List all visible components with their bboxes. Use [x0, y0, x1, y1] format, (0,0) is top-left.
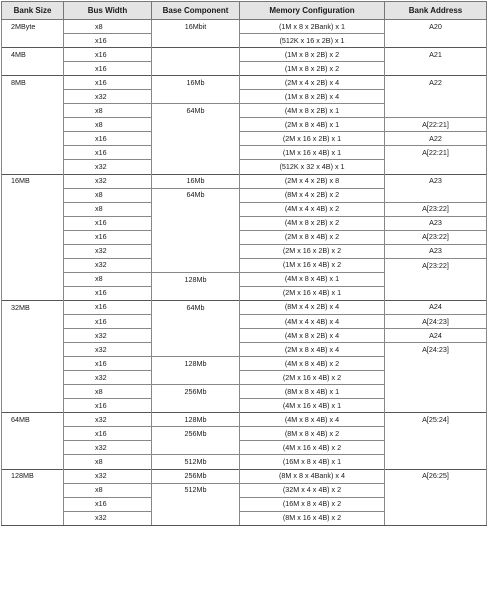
cell-bank-address: A22 — [385, 132, 487, 146]
table-row — [2, 160, 487, 174]
cell-memory-configuration: (16M x 8 x 4B) x 2 — [240, 497, 385, 511]
cell-bank-size — [2, 399, 64, 413]
cell-base-component: 128Mb — [152, 413, 240, 427]
cell-bus-width: x16 — [64, 132, 152, 146]
cell-bank-size — [2, 244, 64, 258]
cell-bank-address: A[24:23] — [385, 314, 487, 328]
table-row — [2, 314, 487, 328]
table-row — [2, 385, 487, 399]
cell-bank-size — [2, 90, 64, 104]
cell-base-component — [152, 314, 240, 328]
cell-memory-configuration: (2M x 16 x 2B) x 2 — [240, 244, 385, 258]
cell-bank-address: A22 — [385, 76, 487, 90]
table-body — [2, 20, 487, 526]
cell-memory-configuration: (1M x 16 x 4B) x 1 — [240, 146, 385, 160]
cell-bank-address — [385, 160, 487, 174]
cell-bank-address — [385, 286, 487, 300]
table-row — [2, 399, 487, 413]
cell-memory-configuration: (8M x 4 x 2B) x 4 — [240, 300, 385, 314]
table-row — [2, 286, 487, 300]
cell-bank-size — [2, 202, 64, 216]
cell-memory-configuration: (2M x 8 x 4B) x 4 — [240, 343, 385, 357]
cell-bank-size — [2, 385, 64, 399]
cell-bus-width: x32 — [64, 371, 152, 385]
cell-bank-address — [385, 104, 487, 118]
cell-bank-size — [2, 118, 64, 132]
cell-bank-size — [2, 230, 64, 244]
cell-base-component — [152, 216, 240, 230]
table-row — [2, 497, 487, 511]
cell-bus-width: x8 — [64, 104, 152, 118]
table-row — [2, 132, 487, 146]
cell-memory-configuration: (1M x 8 x 2B) x 2 — [240, 62, 385, 76]
cell-memory-configuration: (1M x 8 x 2B) x 2 — [240, 48, 385, 62]
table-row — [2, 343, 487, 357]
cell-base-component — [152, 34, 240, 48]
cell-memory-configuration: (8M x 8 x 4Bank) x 4 — [240, 469, 385, 483]
cell-base-component — [152, 160, 240, 174]
cell-bank-address: A[23:22] — [385, 202, 487, 216]
cell-bus-width: x32 — [64, 160, 152, 174]
cell-bank-address: A[23:22] — [385, 230, 487, 244]
cell-bank-size — [2, 286, 64, 300]
cell-base-component: 128Mb — [152, 357, 240, 371]
cell-bank-address — [385, 272, 487, 286]
cell-base-component: 64Mb — [152, 104, 240, 118]
cell-bank-size: 128MB — [2, 469, 64, 483]
cell-bus-width: x8 — [64, 455, 152, 469]
cell-bank-size — [2, 455, 64, 469]
cell-bus-width: x8 — [64, 188, 152, 202]
cell-memory-configuration: (4M x 8 x 4B) x 4 — [240, 413, 385, 427]
cell-bank-size — [2, 357, 64, 371]
cell-memory-configuration: (4M x 8 x 2B) x 4 — [240, 329, 385, 343]
cell-memory-configuration: (2M x 16 x 4B) x 1 — [240, 286, 385, 300]
cell-bank-address — [385, 455, 487, 469]
cell-bank-address — [385, 371, 487, 385]
cell-base-component — [152, 146, 240, 160]
table-row — [2, 469, 487, 483]
cell-bus-width: x8 — [64, 20, 152, 34]
header-base-component: Base Component — [152, 2, 240, 20]
cell-base-component — [152, 62, 240, 76]
cell-bus-width: x32 — [64, 244, 152, 258]
cell-memory-configuration: (2M x 16 x 2B) x 1 — [240, 132, 385, 146]
cell-memory-configuration: (1M x 8 x 2Bank) x 1 — [240, 20, 385, 34]
cell-memory-configuration: (512K x 32 x 4B) x 1 — [240, 160, 385, 174]
cell-bus-width: x8 — [64, 272, 152, 286]
table-row — [2, 90, 487, 104]
cell-bank-size — [2, 511, 64, 525]
cell-bank-size: 16MB — [2, 174, 64, 188]
cell-bank-size — [2, 62, 64, 76]
cell-bank-size — [2, 441, 64, 455]
cell-bus-width: x16 — [64, 314, 152, 328]
cell-bank-address — [385, 497, 487, 511]
table-row — [2, 244, 487, 258]
cell-memory-configuration: (512K x 16 x 2B) x 1 — [240, 34, 385, 48]
cell-bank-address: A[26:25] — [385, 469, 487, 483]
cell-bus-width: x8 — [64, 483, 152, 497]
cell-bus-width: x16 — [64, 216, 152, 230]
cell-bank-size — [2, 329, 64, 343]
cell-bank-size — [2, 483, 64, 497]
cell-bus-width: x16 — [64, 399, 152, 413]
table-row — [2, 427, 487, 441]
cell-base-component: 64Mb — [152, 188, 240, 202]
table-row — [2, 272, 487, 286]
cell-bank-address: A23 — [385, 174, 487, 188]
cell-memory-configuration: (4M x 8 x 4B) x 2 — [240, 357, 385, 371]
cell-memory-configuration: (4M x 16 x 4B) x 2 — [240, 441, 385, 455]
cell-base-component: 512Mb — [152, 455, 240, 469]
cell-bank-size — [2, 34, 64, 48]
table-row — [2, 511, 487, 525]
cell-base-component: 256Mb — [152, 469, 240, 483]
cell-bank-size: 32MB — [2, 300, 64, 314]
cell-memory-configuration: (8M x 16 x 4B) x 2 — [240, 511, 385, 525]
cell-base-component: 256Mb — [152, 427, 240, 441]
cell-base-component: 256Mb — [152, 385, 240, 399]
table-row — [2, 118, 487, 132]
cell-bus-width: x32 — [64, 174, 152, 188]
cell-memory-configuration: (2M x 4 x 2B) x 8 — [240, 174, 385, 188]
cell-bank-address: A23 — [385, 244, 487, 258]
header-bank-size: Bank Size — [2, 2, 64, 20]
cell-bus-width: x16 — [64, 230, 152, 244]
cell-bus-width: x32 — [64, 90, 152, 104]
cell-bank-size — [2, 188, 64, 202]
table-header — [2, 2, 487, 20]
cell-base-component — [152, 371, 240, 385]
cell-bank-address: A24 — [385, 329, 487, 343]
cell-memory-configuration: (4M x 16 x 4B) x 1 — [240, 399, 385, 413]
cell-base-component — [152, 399, 240, 413]
cell-bus-width: x32 — [64, 343, 152, 357]
cell-bank-size — [2, 371, 64, 385]
cell-bank-size: 2MByte — [2, 20, 64, 34]
memory-configuration-document — [1, 1, 486, 526]
cell-bank-size — [2, 160, 64, 174]
cell-bank-size — [2, 343, 64, 357]
cell-bank-address: A20 — [385, 20, 487, 34]
cell-base-component — [152, 441, 240, 455]
cell-bank-address — [385, 34, 487, 48]
cell-bus-width: x16 — [64, 286, 152, 300]
table-row — [2, 146, 487, 160]
cell-base-component — [152, 90, 240, 104]
cell-bus-width: x32 — [64, 329, 152, 343]
cell-base-component: 64Mb — [152, 300, 240, 314]
table-row — [2, 258, 487, 272]
table-row — [2, 202, 487, 216]
cell-bank-address — [385, 441, 487, 455]
cell-base-component — [152, 202, 240, 216]
cell-bus-width: x32 — [64, 441, 152, 455]
cell-bank-address: A[25:24] — [385, 413, 487, 427]
table-row — [2, 455, 487, 469]
cell-base-component — [152, 132, 240, 146]
cell-memory-configuration: (4M x 4 x 4B) x 4 — [240, 314, 385, 328]
cell-memory-configuration: (1M x 16 x 4B) x 2 — [240, 258, 385, 272]
cell-bank-address: A23 — [385, 216, 487, 230]
cell-bank-address: A24 — [385, 300, 487, 314]
table-row — [2, 174, 487, 188]
cell-bank-address — [385, 399, 487, 413]
cell-bus-width: x16 — [64, 34, 152, 48]
cell-bank-size — [2, 132, 64, 146]
cell-memory-configuration: (8M x 4 x 2B) x 2 — [240, 188, 385, 202]
cell-memory-configuration: (2M x 16 x 4B) x 2 — [240, 371, 385, 385]
cell-bus-width: x8 — [64, 118, 152, 132]
cell-bank-address — [385, 357, 487, 371]
cell-bus-width: x16 — [64, 62, 152, 76]
cell-memory-configuration: (16M x 8 x 4B) x 1 — [240, 455, 385, 469]
cell-base-component — [152, 511, 240, 525]
cell-memory-configuration: (4M x 8 x 2B) x 1 — [240, 104, 385, 118]
cell-base-component — [152, 244, 240, 258]
table-row — [2, 34, 487, 48]
table-row — [2, 413, 487, 427]
cell-bank-address — [385, 90, 487, 104]
table-row — [2, 230, 487, 244]
cell-base-component — [152, 48, 240, 62]
cell-base-component: 16Mb — [152, 76, 240, 90]
table-row — [2, 483, 487, 497]
table-row — [2, 371, 487, 385]
cell-memory-configuration: (1M x 8 x 2B) x 4 — [240, 90, 385, 104]
cell-bus-width: x32 — [64, 469, 152, 483]
cell-bank-address: A[22:21] — [385, 118, 487, 132]
cell-base-component — [152, 118, 240, 132]
cell-bank-size — [2, 272, 64, 286]
header-bank-address: Bank Address — [385, 2, 487, 20]
cell-bank-address: A[23:22] — [385, 258, 487, 272]
cell-memory-configuration: (2M x 8 x 4B) x 1 — [240, 118, 385, 132]
table-row — [2, 20, 487, 34]
cell-bus-width: x16 — [64, 146, 152, 160]
cell-memory-configuration: (2M x 4 x 2B) x 4 — [240, 76, 385, 90]
cell-bank-size: 64MB — [2, 413, 64, 427]
table-row — [2, 48, 487, 62]
table-row — [2, 441, 487, 455]
cell-bank-address — [385, 62, 487, 76]
cell-memory-configuration: (4M x 4 x 4B) x 2 — [240, 202, 385, 216]
cell-bank-address — [385, 483, 487, 497]
cell-memory-configuration: (32M x 4 x 4B) x 2 — [240, 483, 385, 497]
header-memory-configuration: Memory Configuration — [240, 2, 385, 20]
cell-bank-size — [2, 497, 64, 511]
cell-bus-width: x32 — [64, 413, 152, 427]
cell-memory-configuration: (8M x 8 x 4B) x 2 — [240, 427, 385, 441]
cell-bus-width: x16 — [64, 497, 152, 511]
cell-memory-configuration: (2M x 8 x 4B) x 2 — [240, 230, 385, 244]
cell-bank-address — [385, 511, 487, 525]
cell-bank-address: A21 — [385, 48, 487, 62]
cell-bank-size — [2, 427, 64, 441]
cell-bus-width: x32 — [64, 511, 152, 525]
cell-bus-width: x16 — [64, 357, 152, 371]
cell-bank-address — [385, 188, 487, 202]
cell-bank-size — [2, 314, 64, 328]
cell-base-component — [152, 343, 240, 357]
table-row — [2, 357, 487, 371]
cell-memory-configuration: (4M x 8 x 4B) x 1 — [240, 272, 385, 286]
cell-base-component: 512Mb — [152, 483, 240, 497]
cell-bank-size — [2, 258, 64, 272]
table-row — [2, 300, 487, 314]
table-row — [2, 188, 487, 202]
cell-bus-width: x16 — [64, 427, 152, 441]
cell-base-component: 16Mbit — [152, 20, 240, 34]
cell-base-component: 16Mb — [152, 174, 240, 188]
cell-bank-address — [385, 385, 487, 399]
cell-base-component — [152, 230, 240, 244]
cell-base-component — [152, 497, 240, 511]
cell-base-component: 128Mb — [152, 272, 240, 286]
cell-bank-address — [385, 427, 487, 441]
cell-bus-width: x16 — [64, 76, 152, 90]
cell-bank-size: 4MB — [2, 48, 64, 62]
cell-bank-address: A[22:21] — [385, 146, 487, 160]
cell-bus-width: x32 — [64, 258, 152, 272]
cell-bank-size: 8MB — [2, 76, 64, 90]
cell-base-component — [152, 258, 240, 272]
cell-base-component — [152, 329, 240, 343]
cell-memory-configuration: (8M x 8 x 4B) x 1 — [240, 385, 385, 399]
cell-bus-width: x8 — [64, 202, 152, 216]
table-row — [2, 216, 487, 230]
cell-bank-size — [2, 146, 64, 160]
table-row — [2, 62, 487, 76]
cell-bank-size — [2, 104, 64, 118]
table-row — [2, 104, 487, 118]
cell-bank-address: A[24:23] — [385, 343, 487, 357]
cell-bank-size — [2, 216, 64, 230]
cell-bus-width: x8 — [64, 385, 152, 399]
cell-bus-width: x16 — [64, 300, 152, 314]
table-row — [2, 76, 487, 90]
header-bus-width: Bus Width — [64, 2, 152, 20]
cell-base-component — [152, 286, 240, 300]
cell-memory-configuration: (4M x 8 x 2B) x 2 — [240, 216, 385, 230]
table-row — [2, 329, 487, 343]
bank-configuration-table — [1, 1, 487, 526]
cell-bus-width: x16 — [64, 48, 152, 62]
